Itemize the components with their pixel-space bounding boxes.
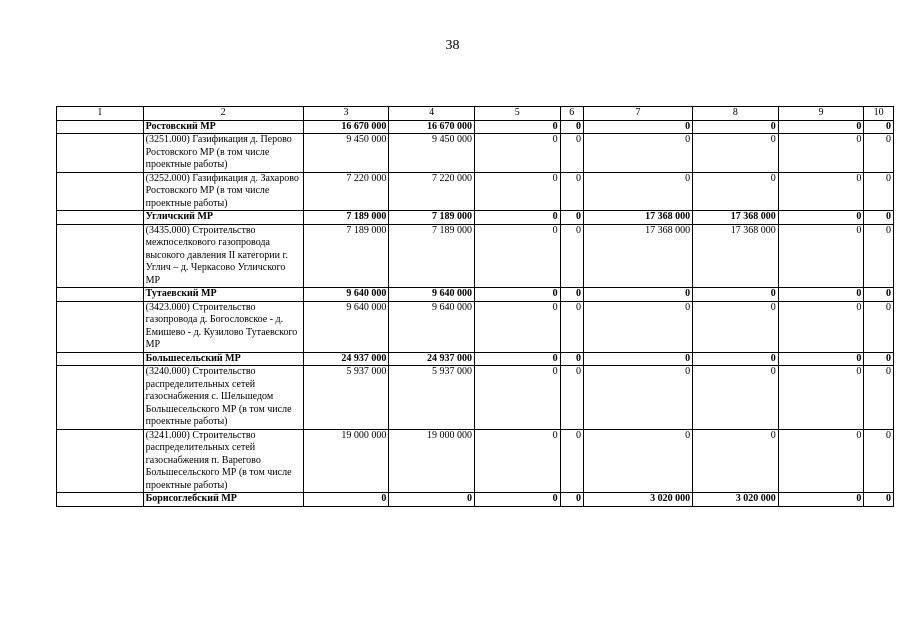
amount-cell: 0: [864, 172, 894, 211]
row-number-cell: [57, 211, 144, 225]
amount-cell: 0: [560, 301, 583, 352]
row-number-cell: [57, 120, 144, 134]
amount-cell: 0: [560, 288, 583, 302]
amount-cell: 0: [584, 429, 693, 493]
project-row: [57, 429, 894, 493]
column-number: 7: [584, 107, 693, 121]
amount-cell: 0: [864, 301, 894, 352]
amount-cell: 9 450 000: [303, 134, 389, 173]
amount-cell: 5 937 000: [389, 366, 475, 430]
project-name-cell: (3252.000) Газификация д. Захарово Ростовского МР (в том числе проектные работы): [143, 172, 303, 211]
amount-cell: 0: [474, 429, 560, 493]
amount-cell: 9 450 000: [389, 134, 475, 173]
amount-cell: 0: [693, 429, 779, 493]
amount-cell: 24 937 000: [303, 352, 389, 366]
amount-cell: 0: [693, 172, 779, 211]
district-name-cell: Тутаевский МР: [143, 288, 303, 302]
amount-cell: 0: [693, 120, 779, 134]
project-name-cell: (3241.000) Строительство распределительных сетей газоснабжения п. Варегово Большесельского МР (в том числе проектные работы): [143, 429, 303, 493]
amount-cell: 7 189 000: [303, 224, 389, 288]
row-number-cell: [57, 301, 144, 352]
amount-cell: 0: [864, 493, 894, 507]
amount-cell: 0: [474, 366, 560, 430]
column-number: 5: [474, 107, 560, 121]
amount-cell: 0: [474, 288, 560, 302]
amount-cell: 9 640 000: [389, 288, 475, 302]
amount-cell: 0: [778, 366, 864, 430]
district-name-cell: Ростовский МР: [143, 120, 303, 134]
amount-cell: 0: [474, 134, 560, 173]
amount-cell: 0: [560, 429, 583, 493]
amount-cell: 0: [560, 134, 583, 173]
row-number-cell: [57, 493, 144, 507]
amount-cell: 0: [693, 288, 779, 302]
amount-cell: 0: [560, 366, 583, 430]
amount-cell: 0: [778, 493, 864, 507]
amount-cell: 0: [560, 493, 583, 507]
amount-cell: 0: [864, 224, 894, 288]
project-name-cell: (3251.000) Газификация д. Перово Ростовского МР (в том числе проектные работы): [143, 134, 303, 173]
amount-cell: 17 368 000: [584, 211, 693, 225]
amount-cell: 17 368 000: [693, 211, 779, 225]
district-row: [57, 288, 894, 302]
amount-cell: 7 220 000: [389, 172, 475, 211]
amount-cell: 0: [778, 429, 864, 493]
column-number: 9: [778, 107, 864, 121]
amount-cell: 0: [584, 134, 693, 173]
column-number: 4: [389, 107, 475, 121]
amount-cell: 19 000 000: [303, 429, 389, 493]
amount-cell: 0: [584, 352, 693, 366]
amount-cell: 17 368 000: [584, 224, 693, 288]
amount-cell: 16 670 000: [389, 120, 475, 134]
amount-cell: 0: [560, 172, 583, 211]
column-number: 10: [864, 107, 894, 121]
project-row: [57, 301, 894, 352]
amount-cell: 0: [864, 211, 894, 225]
district-row: [57, 120, 894, 134]
amount-cell: 0: [474, 493, 560, 507]
row-number-cell: [57, 224, 144, 288]
row-number-cell: [57, 288, 144, 302]
column-number-row: [57, 107, 894, 121]
district-row: [57, 493, 894, 507]
amount-cell: 0: [474, 224, 560, 288]
project-name-cell: (3435.000) Строительство межпоселкового газопровода высокого давления II категории г. Углич – д. Черкасово Угличского МР: [143, 224, 303, 288]
amount-cell: 0: [864, 134, 894, 173]
amount-cell: 0: [584, 366, 693, 430]
amount-cell: 0: [584, 288, 693, 302]
row-number-cell: [57, 134, 144, 173]
amount-cell: 0: [864, 366, 894, 430]
amount-cell: 7 189 000: [389, 211, 475, 225]
amount-cell: 0: [474, 352, 560, 366]
amount-cell: 0: [778, 120, 864, 134]
amount-cell: 0: [778, 172, 864, 211]
amount-cell: 0: [560, 352, 583, 366]
amount-cell: 9 640 000: [303, 301, 389, 352]
amount-cell: 0: [474, 301, 560, 352]
amount-cell: 0: [693, 366, 779, 430]
amount-cell: 3 020 000: [584, 493, 693, 507]
project-row: [57, 224, 894, 288]
column-number: 8: [693, 107, 779, 121]
amount-cell: 0: [474, 211, 560, 225]
row-number-cell: [57, 172, 144, 211]
district-name-cell: Борисоглебский МР: [143, 493, 303, 507]
amount-cell: 7 189 000: [389, 224, 475, 288]
amount-cell: 0: [778, 301, 864, 352]
amount-cell: 0: [778, 288, 864, 302]
amount-cell: 0: [778, 134, 864, 173]
row-number-cell: [57, 352, 144, 366]
project-name-cell: (3423.000) Строительство газопровода д. Богословское - д. Емишево - д. Кузилово Тутаевского МР: [143, 301, 303, 352]
amount-cell: 0: [560, 224, 583, 288]
amount-cell: 7 189 000: [303, 211, 389, 225]
amount-cell: 0: [474, 120, 560, 134]
amount-cell: 5 937 000: [303, 366, 389, 430]
amount-cell: 0: [584, 120, 693, 134]
amount-cell: 19 000 000: [389, 429, 475, 493]
amount-cell: 0: [584, 301, 693, 352]
project-name-cell: (3240.000) Строительство распределительных сетей газоснабжения с. Шельшедом Большесельского МР (в том числе проектные работы): [143, 366, 303, 430]
project-row: [57, 134, 894, 173]
amount-cell: 0: [389, 493, 475, 507]
amount-cell: 24 937 000: [389, 352, 475, 366]
amount-cell: 0: [474, 172, 560, 211]
project-row: [57, 366, 894, 430]
amount-cell: 9 640 000: [389, 301, 475, 352]
budget-table: [56, 106, 894, 507]
amount-cell: 0: [303, 493, 389, 507]
row-number-cell: [57, 429, 144, 493]
column-number: 6: [560, 107, 583, 121]
amount-cell: 0: [778, 224, 864, 288]
amount-cell: 0: [560, 120, 583, 134]
amount-cell: 0: [693, 352, 779, 366]
amount-cell: 17 368 000: [693, 224, 779, 288]
amount-cell: 0: [778, 352, 864, 366]
column-number: 3: [303, 107, 389, 121]
amount-cell: 16 670 000: [303, 120, 389, 134]
amount-cell: 3 020 000: [693, 493, 779, 507]
amount-cell: 7 220 000: [303, 172, 389, 211]
project-row: [57, 172, 894, 211]
district-row: [57, 211, 894, 225]
amount-cell: 0: [778, 211, 864, 225]
amount-cell: 0: [864, 352, 894, 366]
amount-cell: 0: [864, 120, 894, 134]
column-number: 1: [57, 107, 144, 121]
column-number: 2: [143, 107, 303, 121]
district-name-cell: Угличский МР: [143, 211, 303, 225]
district-row: [57, 352, 894, 366]
page-number: 38: [445, 38, 460, 53]
amount-cell: 0: [864, 429, 894, 493]
row-number-cell: [57, 366, 144, 430]
amount-cell: 0: [560, 211, 583, 225]
district-name-cell: Большесельский МР: [143, 352, 303, 366]
amount-cell: 0: [584, 172, 693, 211]
amount-cell: 9 640 000: [303, 288, 389, 302]
amount-cell: 0: [864, 288, 894, 302]
amount-cell: 0: [693, 134, 779, 173]
amount-cell: 0: [693, 301, 779, 352]
